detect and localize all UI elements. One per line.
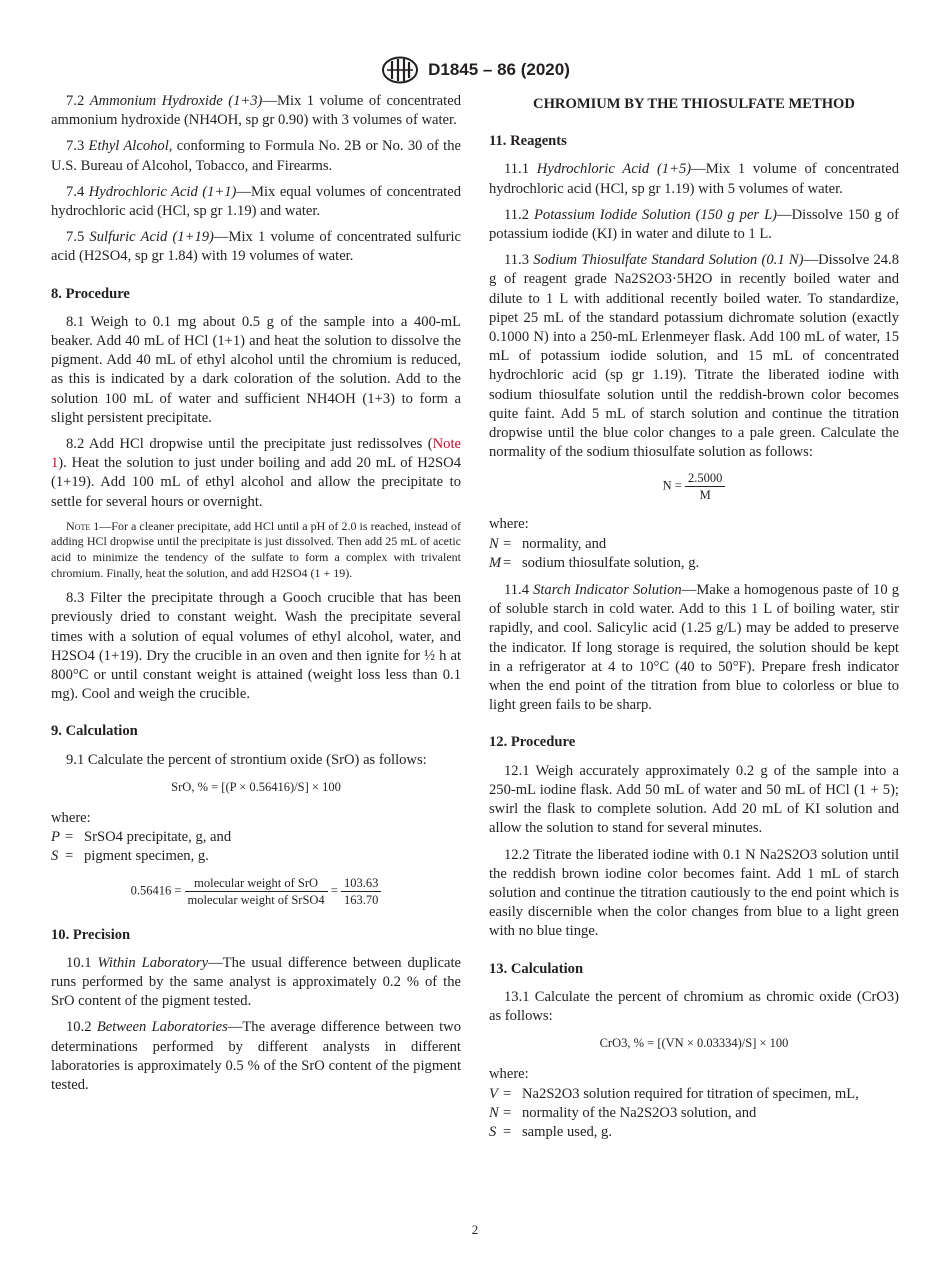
definition-list xyxy=(489,535,899,573)
paragraph-8-2: 8.2 Add HCl dropwise until the precipitate just redissolves (Note 1). Heat the solution to just under boiling and add 20 mL of H2SO4 (1+19). Add 100 mL of ethyl alcohol and allow the precipitate to settle for several hours or overnight. xyxy=(51,436,461,510)
definition-list xyxy=(51,828,461,866)
where-label: where: xyxy=(51,810,91,827)
section-11-3: 11.3 Sodium Thiosulfate Standard Solution (0.1 N)—Dissolve 24.8 g of reagent grade Na2S2O3·5H2O in recently boiled water and dilute to 1 L with additional recently boiled water. To standardize, pipet 25 mL of the standard potassium dichromate solution (exactly 0.1000 N) into a 250-mL Erlenmeyer flask. Add 100 mL of water, 15 mL of potassium iodide solution, and 15 mL of concentrated hydrochloric acid (sp gr 1.19). Titrate the liberated iodine with sodium thiosulfate solution until the reddish-brown color becomes quite faint. Add 5 mL of starch solution and continue the titration dropwise until the blue color changes to a pale green. Calculate the normality of the sodium thiosulfate solution as follows: xyxy=(489,252,899,461)
where-label-2: where: xyxy=(489,1066,529,1083)
paragraph-9-1: 9.1 Calculate the percent of strontium oxide (SrO) as follows: xyxy=(66,751,427,768)
definition-item: V = Na2S2O3 solution required for titration of specimen, mL, xyxy=(489,1085,859,1102)
heading-procedure-2: 12. Procedure xyxy=(489,734,576,751)
definition-item: N = normality of the Na2S2O3 solution, and xyxy=(489,1104,757,1121)
page-header xyxy=(0,56,950,84)
section-10-2: 10.2 Between Laboratories—The average difference between two determinations performed by different analysts in different laboratories is approximately 0.5 % of the SrO content of the pigment tested. xyxy=(51,1019,461,1094)
heading-reagents: 11. Reagents xyxy=(489,133,567,150)
paragraph-12-1: 12.1 Weigh accurately approximately 0.2 g of the sample into a 250-mL iodine flask. Add 50 mL of water and 50 mL of HCl (1 + 5); swirl the flask to complete solution. Add 20 mL of KI solution and allow the solution to stand for several minutes. xyxy=(489,762,899,837)
note-1: Note 1—For a cleaner precipitate, add HCl until a pH of 2.0 is reached, instead of adding HCl dropwise until the precipitate is just dissolved. Then add 25 mL of acetic acid to minimize the tendency of the sulfate to form a complex with trivalent chromium. Finally, heat the solution, and add H2SO4 (1 + 19). xyxy=(51,518,461,580)
section-7-2: 7.2 Ammonium Hydroxide (1+3)—Mix 1 volume of concentrated ammonium hydroxide (NH4OH, sp gr 0.90) with 3 volumes of water. xyxy=(51,93,461,129)
left-column xyxy=(51,92,461,1102)
section-11-4: 11.4 Starch Indicator Solution—Make a homogenous paste of 10 g of soluble starch in cold water. Add to this 1 L of boiling water, stir rapidly, and cool. Salicylic acid (1.25 g/L) may be added to preserve the indicator. If long storage is required, the solution should be kept in a refrigerator at 4 to 10°C (40 to 50°F). Prepare fresh indicator when the end point of the titration from blue to colorless or blue to light green fails to be sharp. xyxy=(489,582,899,714)
paragraph-8-3: 8.3 Filter the precipitate through a Gooch crucible that has been previously dried to constant weight. Wash the precipitate several times with a solution of equal volumes of ethyl alcohol, water, and H2SO4 (1+19). Dry the crucible in an oven and then ignite for ½ h at 800°C or until constant weight is attained (weight loss less than 0.1 mg). Cool and weigh the crucible. xyxy=(51,590,461,703)
formula-ratio: 0.56416 = $\frac{\text{molecular weight of SrO}}{\text{molecular weight of SrSO4}}$ = $\frac{103.63}{163.70}$ xyxy=(51,875,461,908)
method-title: CHROMIUM BY THE THIOSULFATE METHOD xyxy=(533,96,855,112)
section-10-1: 10.1 Within Laboratory—The usual difference between duplicate runs performed by the same analyst is approximately 0.2 % of the SrO content of the pigment tested. xyxy=(51,954,461,1010)
section-11-2: 11.2 Potassium Iodide Solution (150 g per L)—Dissolve 150 g of potassium iodide (KI) in water and dilute to 1 L. xyxy=(489,206,899,243)
paragraph-8-1: 8.1 Weigh to 0.1 mg about 0.5 g of the sample into a 400-mL beaker. Add 40 mL of HCl (1+1) and heat the solution to dissolve the pigment. Add 40 mL of ethyl alcohol until the chromium is reduced, as this is indicated by a dark coloration of the solution. Add to the solution 100 mL of water and sufficient NH4OH (1+3) to form a slight persistent precipitate. xyxy=(51,313,461,426)
astm-logo xyxy=(380,56,420,84)
note-1-link[interactable]: Note 1 xyxy=(51,436,461,472)
definition-item: M = sodium thiosulfate solution, g. xyxy=(489,554,700,571)
heading-procedure: 8. Procedure xyxy=(51,285,130,302)
heading-precision: 10. Precision xyxy=(51,926,131,943)
formula-sro: SrO, % = [(P × 0.56416)/S] × 100 xyxy=(171,779,341,794)
section-7-5: 7.5 Sulfuric Acid (1+19)—Mix 1 volume of concentrated sulfuric acid (H2SO4, sp gr 1.84) with 19 volumes of water. xyxy=(51,229,461,265)
definition-item: N = normality, and xyxy=(489,535,607,552)
definition-item: S = pigment specimen, g. xyxy=(51,848,209,865)
definition-list xyxy=(489,1085,899,1143)
section-7-4: 7.4 Hydrochloric Acid (1+1)—Mix equal volumes of concentrated hydrochloric acid (HCl, sp gr 1.19) and water. xyxy=(51,183,461,220)
section-7-3: 7.3 Ethyl Alcohol, conforming to Formula No. 2B or No. 30 of the U.S. Bureau of Alcohol, Tobacco, and Firearms. xyxy=(51,138,461,174)
page-number: 2 xyxy=(471,1222,479,1237)
where-label: where: xyxy=(489,516,529,533)
heading-calculation: 9. Calculation xyxy=(51,723,138,740)
definition-item: S = sample used, g. xyxy=(489,1123,612,1140)
right-column xyxy=(489,92,899,1142)
section-11-1: 11.1 Hydrochloric Acid (1+5)—Mix 1 volume of concentrated hydrochloric acid (HCl, sp gr 1.19) with 5 volumes of water. xyxy=(489,161,899,197)
definition-item: P = SrSO4 precipitate, g, and xyxy=(51,829,232,846)
paragraph-13-1: 13.1 Calculate the percent of chromium as chromic oxide (CrO3) as follows: xyxy=(489,988,899,1024)
heading-calculation-2: 13. Calculation xyxy=(489,960,584,977)
formula-cro3: CrO3, % = [(VN × 0.03334)/S] × 100 xyxy=(599,1036,789,1051)
formula-normality: N = $\frac{2.5000}{M}$ xyxy=(489,470,899,503)
document-code: D1845 – 86 (2020) xyxy=(428,60,570,79)
paragraph-12-2: 12.2 Titrate the liberated iodine with 0.1 N Na2S2O3 solution until the reddish brown iodine color becomes faint. Add 1 mL of starch solution and continue the titration cautiously to the end point which is easily discernible when the color changes from blue to a light green with no blue tinge. xyxy=(489,846,899,940)
